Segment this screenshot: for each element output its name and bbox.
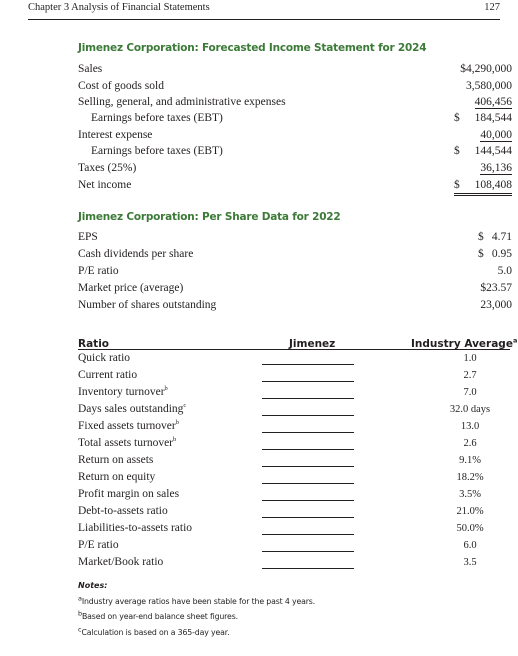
footnote-mark: c (183, 402, 187, 410)
ratio-label (78, 403, 186, 415)
row-value: 40,000 (480, 129, 512, 141)
ratio-row (78, 522, 516, 539)
row-value: $4,290,000 (460, 63, 512, 75)
ratio-label (78, 386, 168, 398)
ratio-name: Debt-to-assets ratio (78, 505, 168, 517)
industry-value: 50.0% (456, 523, 484, 534)
amount: 0.95 (491, 248, 512, 260)
per-share-row (78, 248, 516, 264)
ratio-name: Total assets turnover (78, 437, 174, 449)
page-number: 127 (484, 2, 500, 13)
answer-blank[interactable] (262, 381, 354, 382)
ratio-label (78, 471, 155, 483)
row-label: Taxes (25%) (78, 162, 137, 174)
industry-value: 1.0 (463, 353, 477, 364)
ratio-label (78, 454, 153, 466)
income-row (78, 179, 516, 195)
ratio-row (78, 420, 516, 437)
industry-value: 3.5% (459, 489, 481, 500)
row-label: Market price (average) (78, 282, 184, 294)
footnote-mark: c (78, 625, 82, 634)
income-row (78, 80, 516, 96)
ratio-name: Return on equity (78, 471, 156, 483)
ratio-row (78, 386, 516, 403)
income-row (78, 96, 516, 112)
row-label: Interest expense (78, 129, 153, 141)
row-value (454, 179, 512, 196)
row-label: Earnings before taxes (EBT) (91, 145, 223, 157)
answer-blank[interactable] (262, 398, 354, 399)
ratio-row (78, 505, 516, 522)
ratio-row (78, 471, 516, 488)
chapter-title: Chapter 3 Analysis of Financial Statements (28, 2, 210, 13)
footnote-mark: a (78, 594, 82, 603)
ratio-label (78, 539, 119, 551)
ratio-label (78, 505, 168, 517)
ratio-name: Profit margin on sales (78, 488, 180, 500)
per-share-row (78, 282, 516, 298)
dollar-sign: $ (454, 145, 460, 157)
ratio-label (78, 522, 192, 534)
row-label: Sales (78, 63, 103, 75)
answer-blank[interactable] (262, 364, 354, 365)
note-text: Based on year-end balance sheet figures. (81, 612, 238, 621)
per-share-row (78, 231, 516, 247)
row-value: 406,456 (474, 96, 512, 108)
row-label: Selling, general, and administrative expenses (78, 96, 286, 108)
ratio-row (78, 556, 516, 573)
notes-title: Notes: (78, 581, 108, 590)
ratio-name: Liabilities-to-assets ratio (78, 522, 193, 534)
answer-blank[interactable] (262, 449, 354, 450)
ratio-label (78, 369, 137, 381)
ratio-label (78, 488, 179, 500)
ratio-label (78, 556, 163, 568)
row-label: P/E ratio (78, 265, 119, 277)
income-row (78, 145, 516, 161)
ratio-row (78, 488, 516, 505)
income-row (78, 63, 516, 79)
row-label: EPS (78, 231, 98, 243)
row-value: 23,000 (480, 299, 512, 311)
ratio-name: Quick ratio (78, 352, 131, 364)
industry-header-label: Industry Average (411, 338, 513, 350)
dollar-sign: $ (478, 248, 484, 260)
note-text: Calculation is based on a 365-day year. (81, 628, 230, 637)
row-value: 5.0 (497, 265, 512, 277)
income-row (78, 112, 516, 128)
industry-value: 2.7 (463, 370, 477, 381)
per-share-title: Jimenez Corporation: Per Share Data for 2022 (78, 211, 341, 223)
income-row (78, 129, 516, 145)
note-a (78, 594, 316, 606)
footnote-mark: a (512, 336, 518, 345)
row-value: $23.57 (480, 282, 512, 294)
ratio-row (78, 437, 516, 454)
ratio-row (78, 403, 516, 420)
footnote-mark: b (173, 436, 177, 444)
ratio-row (78, 352, 516, 369)
row-label: Cost of goods sold (78, 80, 164, 92)
industry-value: 7.0 (463, 387, 477, 398)
industry-value: 32.0 days (449, 404, 491, 415)
ratio-name: Inventory turnover (78, 386, 165, 398)
row-label: Net income (78, 179, 132, 191)
answer-blank[interactable] (262, 415, 354, 416)
table-header-rule (78, 349, 510, 350)
row-value: 3,580,000 (466, 80, 512, 92)
column-header-company: Jimenez (289, 338, 336, 350)
industry-value: 6.0 (463, 540, 477, 551)
note-c (78, 625, 230, 637)
answer-blank[interactable] (262, 551, 354, 552)
ratio-name: Fixed assets turnover (78, 420, 176, 432)
row-label: Cash dividends per share (78, 248, 194, 260)
page-header (28, 2, 500, 18)
ratio-name: P/E ratio (78, 539, 119, 551)
row-value: 36,136 (480, 162, 512, 174)
column-header-ratio: Ratio (78, 338, 110, 350)
industry-value: 2.6 (463, 438, 477, 449)
answer-blank[interactable] (262, 466, 354, 467)
industry-value: 18.2% (456, 472, 484, 483)
ratio-row (78, 369, 516, 386)
answer-blank[interactable] (262, 432, 354, 433)
header-rule (28, 19, 500, 20)
income-row (78, 162, 516, 178)
footnote-mark: b (78, 609, 82, 618)
ratio-label (78, 437, 176, 449)
footnote-mark: b (175, 419, 179, 427)
answer-blank[interactable] (262, 568, 354, 569)
ratio-name: Current ratio (78, 369, 138, 381)
amount: 108,408 (474, 179, 512, 191)
industry-value: 9.1% (459, 455, 481, 466)
per-share-row (78, 265, 516, 281)
income-statement-title: Jimenez Corporation: Forecasted Income Statement for 2024 (78, 42, 427, 54)
note-text: Industry average ratios have been stable for the past 4 years. (81, 597, 316, 606)
row-label: Number of shares outstanding (78, 299, 217, 311)
industry-value: 13.0 (460, 421, 480, 432)
ratio-name: Return on assets (78, 454, 154, 466)
answer-blank[interactable] (262, 483, 354, 484)
answer-blank[interactable] (262, 534, 354, 535)
amount: 184,544 (474, 112, 512, 124)
dollar-sign: $ (478, 231, 484, 243)
industry-value: 21.0% (456, 506, 484, 517)
amount: 144,544 (474, 145, 512, 157)
dollar-sign: $ (454, 112, 460, 124)
row-label: Earnings before taxes (EBT) (91, 112, 223, 124)
industry-value: 3.5 (463, 557, 477, 568)
answer-blank[interactable] (262, 500, 354, 501)
note-b (78, 609, 238, 621)
answer-blank[interactable] (262, 517, 354, 518)
ratio-row (78, 539, 516, 556)
amount: 4.71 (491, 231, 512, 243)
per-share-row (78, 299, 516, 315)
ratio-label (78, 420, 179, 432)
ratio-row (78, 454, 516, 471)
dollar-sign: $ (454, 179, 460, 191)
ratio-label (78, 352, 130, 364)
footnote-mark: b (164, 385, 168, 393)
ratio-name: Days sales outstanding (78, 403, 184, 415)
ratio-name: Market/Book ratio (78, 556, 164, 568)
